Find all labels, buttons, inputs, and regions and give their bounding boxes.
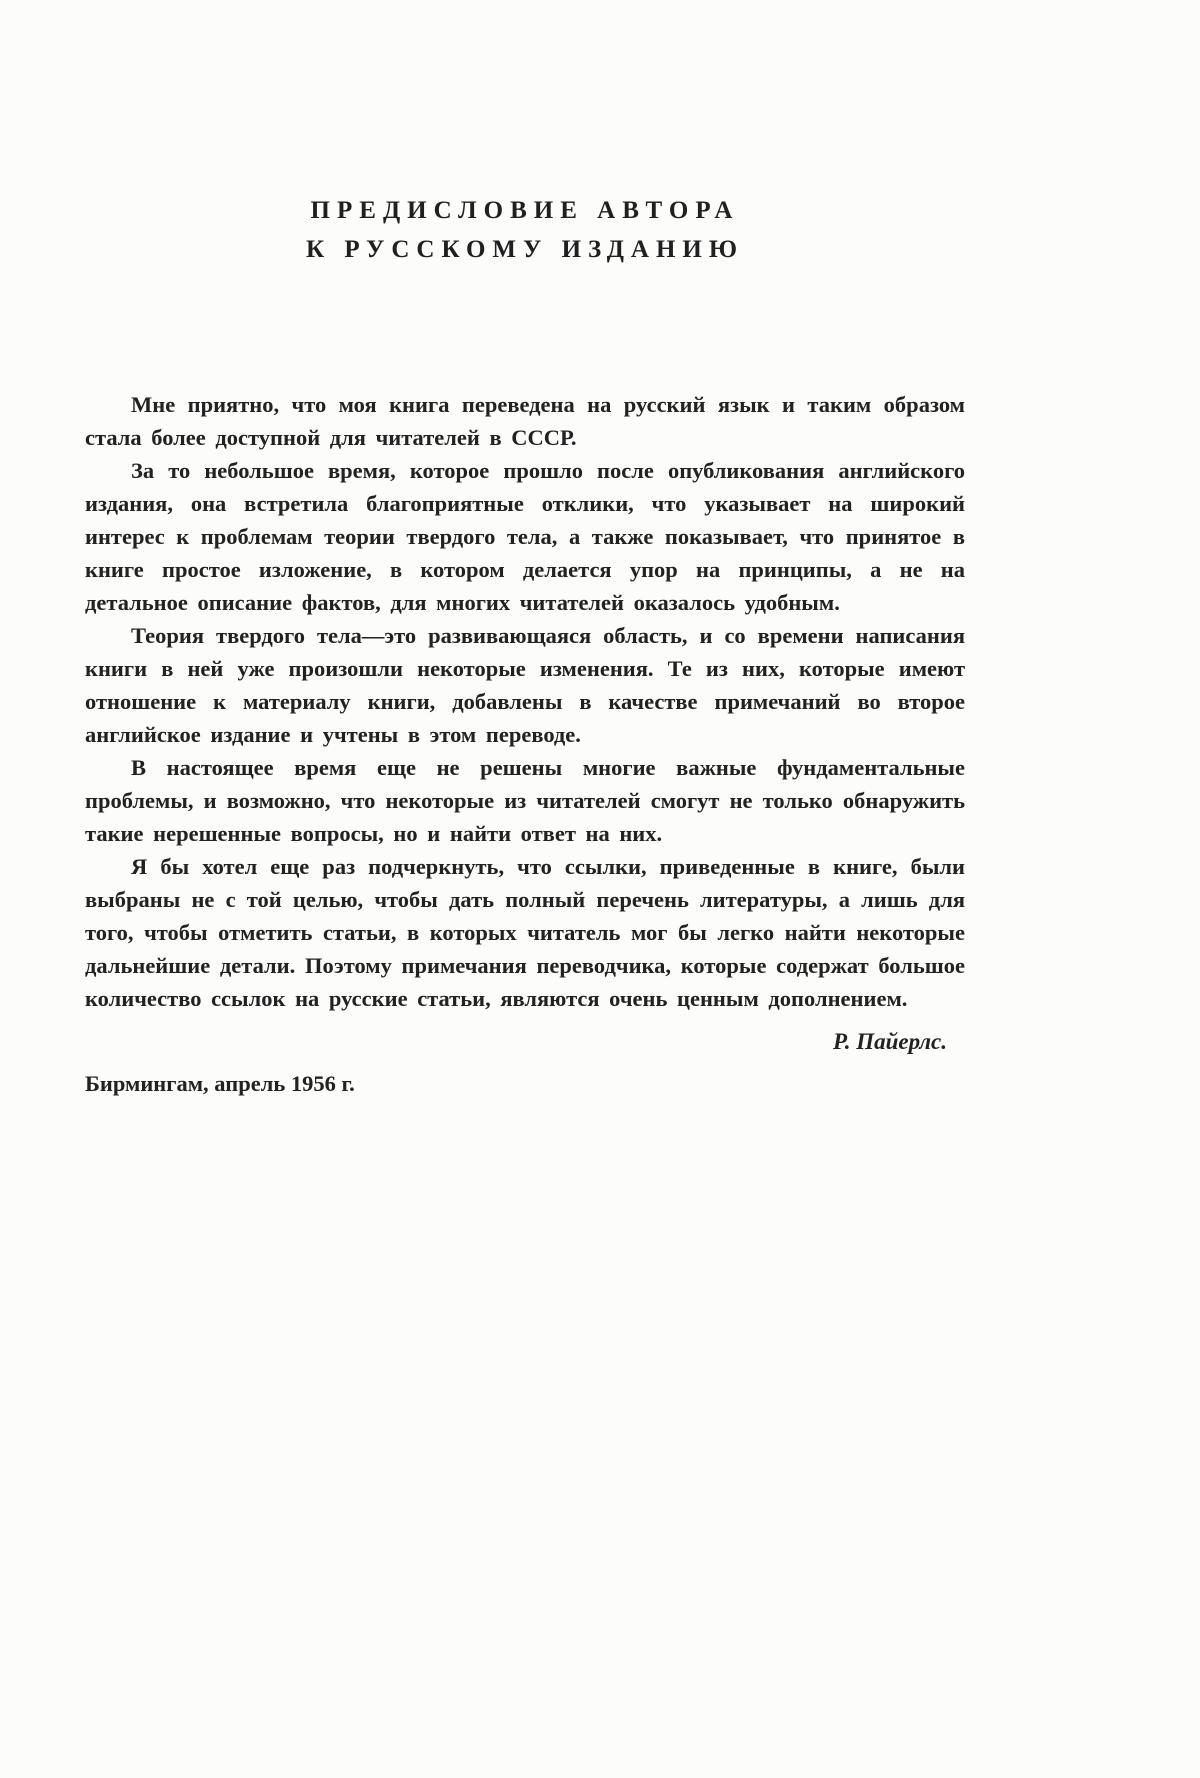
page-title (85, 192, 965, 270)
page-title-line-2: К РУССКОМУ ИЗДАНИЮ (305, 235, 745, 263)
page-content (85, 0, 965, 1097)
paragraph: Теория твердого тела—это развивающаяся область, и со времени написания книги в ней уже произошли некоторые изменения. Те из них, которые имеют отношение к материалу книги, добавлены в качестве примечаний во второе английское издание и учтены в этом переводе. (85, 622, 965, 747)
author-signature: Р. Пайерлс. (832, 1028, 947, 1054)
paragraph: В настоящее время еще не решены многие важные фундаментальные проблемы, и возможно, что некоторые из читателей смогут не только обнаружить такие нерешенные вопросы, но и найти ответ на них. (85, 754, 965, 846)
dateline: Бирмингам, апрель 1956 г. (85, 1070, 355, 1096)
page-title-line-1: ПРЕДИСЛОВИЕ АВТОРА (310, 197, 740, 224)
paragraph: За то небольшое время, которое прошло после опубликования английского издания, она встретила благоприятные отклики, что указывает на широкий интерес к проблемам теории твердого тела, а также показывает, что принятое в книге простое изложение, в котором делается упор на принципы, а не на детальное описание фактов, для многих читателей оказалось удобным. (85, 457, 965, 615)
paragraph: Мне приятно, что моя книга переведена на русский язык и таким образом стала более доступной для читателей в СССР. (85, 391, 965, 450)
preface-text (85, 388, 965, 1015)
paragraph: Я бы хотел еще раз подчеркнуть, что ссылки, приведенные в книге, были выбраны не с той целью, чтобы дать полный перечень литературы, а лишь для того, чтобы отметить статьи, в которых читатель мог бы легко найти некоторые дальнейшие детали. Поэтому примечания переводчика, которые содержат большое количество ссылок на русские статьи, являются очень ценным дополнением. (85, 853, 965, 1011)
